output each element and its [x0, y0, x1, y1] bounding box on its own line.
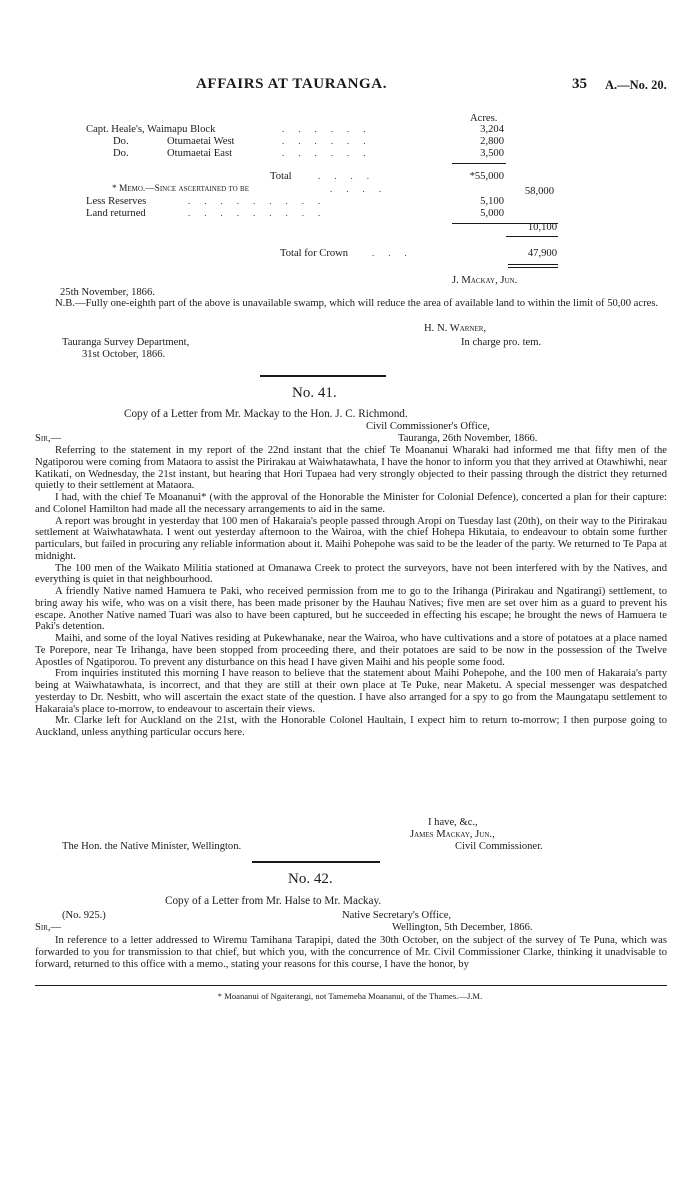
land-returned-value: 5,000 [480, 208, 504, 219]
leader-dots: .... [318, 171, 383, 181]
footnote-rule [35, 985, 667, 986]
nb-paragraph [35, 298, 667, 310]
letter-reference: (No. 925.) [62, 910, 106, 921]
body-paragraph: Mr. Clarke left for Auckland on the 21st, with the Honorable Colonel Haultain, I expect him to return to-morrow; I then purpose going to Auckland, unless anything particular occurs here. [35, 715, 667, 738]
memo-value: 58,000 [524, 186, 554, 197]
leader-dots: ...... [282, 136, 380, 146]
less-reserves-value: 5,100 [480, 196, 504, 207]
letter-addressee: The Hon. the Native Minister, Wellington. [62, 841, 242, 852]
letter-number: No. 42. [288, 871, 333, 887]
row-label-place: Otumaetai West [167, 136, 235, 147]
letter-number: No. 41. [292, 385, 337, 401]
crown-double-rule [508, 267, 558, 268]
row-value: 2,800 [480, 136, 504, 147]
body-paragraph: From inquiries instituted this morning I have reason to believe that the statement about Maihi Pohepohe, and the 100 men of Hakaraia's party being at Waiwhatawhata, is incorrect, and that they are still at their own place at Te Puke, near Maketu. A special messenger was despatched yesterday to Dr. Nesbitt, who will ascertain the exact state of the question. I have also arranged for a spy to go from the Maungatapu settlement to Hakaraia's place to-morrow, to endeavour to ascertain their views. [35, 668, 667, 715]
row-value: 3,204 [480, 124, 504, 135]
row-label-do: Do. [113, 136, 129, 147]
letter-office: Native Secretary's Office, [342, 910, 452, 921]
row-label-do: Do. [113, 148, 129, 159]
letter-salutation: Sir,— [35, 922, 62, 933]
letter-place-date: Wellington, 5th December, 1866. [392, 922, 533, 933]
land-returned-label: Land returned [86, 208, 146, 219]
table-date: 25th November, 1866. [60, 287, 155, 298]
body-paragraph: I had, with the chief Te Moananui* (with the approval of the Honorable the Minister for Colonial Defence), concerted a plan for their capture: and Colonel Hamilton had made all the necessary arrangements to aid in the same. [35, 492, 667, 515]
letter-signer-role: Civil Commissioner. [455, 841, 543, 852]
letter-closing: I have, &c., [428, 817, 478, 828]
row-label: Capt. Heale's, Waimapu Block [86, 124, 216, 135]
leader-dots: ...... [282, 148, 380, 158]
body-paragraph: A friendly Native named Hamuera te Paki, who received permission from me to go to the Irihanga (Pirirakau and Ngatirangi) settlement, to bring away his wife, who was on a visit there, has been made prisoner by the Hauhau Natives; five men are set over him as a guard to prevent his escape. Another Native named Tuari was also to have been captured, but he succeeded in effecting his escape; he brought the news of Hamuera te Paki's detention. [35, 586, 667, 633]
body-paragraph: In reference to a letter addressed to Wiremu Tamihana Tarapipi, dated the 30th October, on the subject of the survey of Te Puna, which was forwarded to you for transmission to that chief, but which you, with the concurrence of Mr. Civil Commissioner Clarke, thinking it unadvisable to forward, returned to this office with a memo., stating your reasons for this course, I have the honor, by [35, 935, 667, 970]
paper-reference: A.—No. 20. [605, 78, 667, 92]
body-paragraph: Maihi, and some of the loyal Natives residing at Pukewhanake, near the Wairoa, who have cultivations and a store of potatoes at a place named Te Porepore, near Te Irihanga, have been stopped from proceeding there, and their potatoes are said to be now in the possession of the Twelve Apostles of Ngatiporou. To prevent any disturbance on this head I have given Maihi and his people some food. [35, 633, 667, 668]
page-number: 35 [572, 76, 587, 92]
section-divider [260, 375, 386, 377]
total-value: *55,000 [469, 171, 504, 182]
footnote: * Moananui of Ngaiterangi, not Tamemeha Moananui, of the Thames.—J.M. [217, 991, 483, 1001]
crown-value: 47,900 [527, 248, 557, 259]
nb-signer-role: In charge pro. tem. [461, 337, 542, 348]
less-reserves-label: Less Reserves [86, 196, 147, 207]
leader-dots: .... [330, 184, 395, 194]
letter-caption: Copy of a Letter from Mr. Mackay to the Hon. J. C. Richmond. [124, 408, 408, 420]
letter-office: Civil Commissioner's Office, [366, 421, 490, 432]
letter-body [35, 445, 667, 739]
row-label-place: Otumaetai East [167, 148, 233, 159]
memo-line: * Memo.—Since ascertained to be [112, 184, 249, 194]
letter-caption: Copy of a Letter from Mr. Halse to Mr. Mackay. [165, 895, 382, 907]
letter-signer: James Mackay, Jun., [410, 829, 495, 840]
crown-rule [506, 236, 558, 237]
deduction-total: 10,100 [527, 222, 557, 233]
survey-dept: Tauranga Survey Department, [62, 337, 190, 348]
nb-text: N.B.—Fully one-eighth part of the above is unavailable swamp, which will reduce the area of available land to within the limit of 50,00 acres. [55, 298, 659, 309]
letter-place-date: Tauranga, 26th November, 1866. [398, 433, 538, 444]
leader-dots: ...... [282, 124, 380, 134]
subtotal-rule [452, 163, 506, 164]
row-value: 3,500 [480, 148, 504, 159]
letter-body [35, 935, 667, 970]
leader-dots: ......... [188, 208, 335, 218]
leader-dots: ... [372, 248, 421, 258]
body-paragraph: Referring to the statement in my report of the 22nd instant that the chief Te Moananui Wharaki had informed me that fifty men of the Ngatiporou were coming from Mataora to assist the Pirirakau at Waiwhatawhata, I have the honor to inform you that they arrived at Otawhiwhi, near Katikati, on Wednesday, the 21st instant, but hearing that Hori Tupaea had very strongly objected to their passing through the district they returned quietly to their settlement at Mataora. [35, 445, 667, 492]
crown-label: Total for Crown [280, 248, 349, 259]
running-title: AFFAIRS AT TAURANGA. [196, 76, 388, 92]
nb-signer: H. N. Warner, [424, 323, 487, 334]
body-paragraph: A report was brought in yesterday that 100 men of Hakaraia's people passed through Aropi on Tuesday last (20th), on their way to the Pirirakau settlement at Waiwhatawhata. I went out yesterday afternoon to the Wairoa, with the chief Hohepa Hikutaia, to endeavour to obtain some further particulars, but failed in procuring any reliable information about it. Maihi Pohepohe was said to be the leader of the party. We returned to Te Papa at midnight. [35, 515, 667, 562]
table-signature: J. Mackay, Jun. [452, 275, 518, 286]
survey-date: 31st October, 1866. [82, 349, 166, 360]
section-divider [252, 861, 380, 863]
letter-salutation: Sir,— [35, 433, 62, 444]
crown-double-rule [508, 264, 558, 265]
leader-dots: ......... [188, 196, 335, 206]
acres-heading: Acres. [470, 113, 498, 124]
total-label: Total [270, 171, 292, 182]
body-paragraph: The 100 men of the Waikato Militia stationed at Omanawa Creek to protect the surveyors, have not been interfered with by the Natives, and everything is quiet in that neighbourhood. [35, 562, 667, 586]
